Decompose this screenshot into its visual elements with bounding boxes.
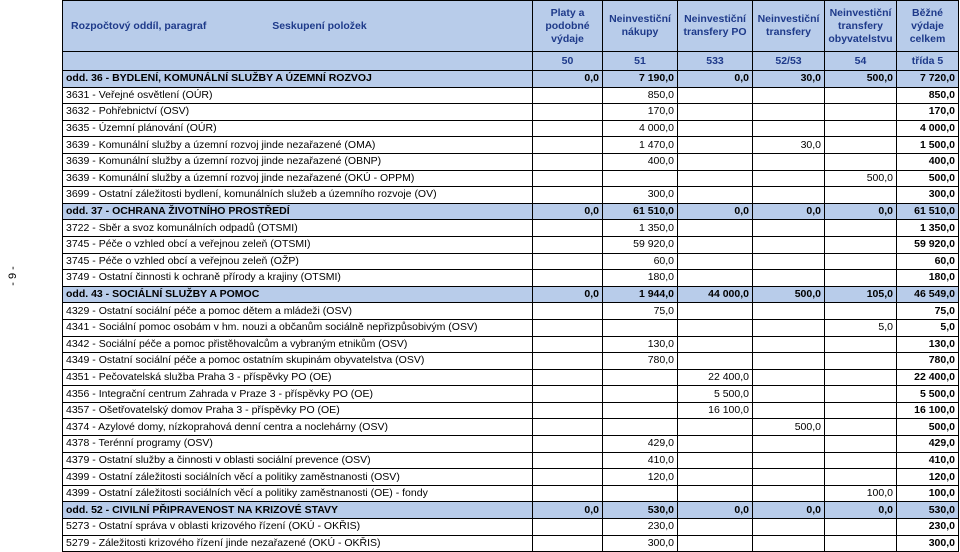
row-value: 59 920,0 bbox=[603, 236, 678, 253]
header-col-533: Neinvestiční transfery PO bbox=[678, 1, 753, 52]
row-value: 16 100,0 bbox=[678, 402, 753, 419]
row-value bbox=[753, 369, 825, 386]
row-value: 7 190,0 bbox=[603, 71, 678, 88]
table-row bbox=[63, 452, 959, 469]
row-value bbox=[533, 120, 603, 137]
row-value: 1 944,0 bbox=[603, 286, 678, 303]
row-value bbox=[825, 386, 897, 403]
row-name: 3632 - Pohřebnictví (OSV) bbox=[63, 104, 533, 121]
row-value bbox=[753, 319, 825, 336]
row-value: 46 549,0 bbox=[897, 286, 959, 303]
row-value: 30,0 bbox=[753, 71, 825, 88]
row-value bbox=[825, 419, 897, 436]
row-value: 75,0 bbox=[603, 303, 678, 320]
row-name: 4351 - Pečovatelská služba Praha 3 - příspěvky PO (OE) bbox=[63, 369, 533, 386]
table-row bbox=[63, 519, 959, 536]
row-name: odd. 36 - BYDLENÍ, KOMUNÁLNÍ SLUŽBY A ÚZEMNÍ ROZVOJ bbox=[63, 71, 533, 88]
row-name: 5273 - Ostatní správa v oblasti krizového řízení (OKÚ - OKŘIS) bbox=[63, 519, 533, 536]
row-name: 3749 - Ostatní činnosti k ochraně přírody a krajiny (OTSMI) bbox=[63, 270, 533, 287]
row-value: 0,0 bbox=[678, 71, 753, 88]
row-value bbox=[753, 170, 825, 187]
table-row bbox=[63, 220, 959, 237]
row-value: 180,0 bbox=[897, 270, 959, 287]
row-value bbox=[825, 436, 897, 453]
row-value bbox=[533, 153, 603, 170]
row-value bbox=[678, 236, 753, 253]
row-value: 300,0 bbox=[603, 535, 678, 552]
row-value: 16 100,0 bbox=[897, 402, 959, 419]
row-value: 5,0 bbox=[825, 319, 897, 336]
table-row bbox=[63, 120, 959, 137]
row-value bbox=[753, 485, 825, 502]
row-name: 4374 - Azylové domy, nízkoprahová denní centra a noclehárny (OSV) bbox=[63, 419, 533, 436]
row-value: 0,0 bbox=[678, 502, 753, 519]
row-value: 0,0 bbox=[533, 203, 603, 220]
row-name: 4329 - Ostatní sociální péče a pomoc dětem a mládeži (OSV) bbox=[63, 303, 533, 320]
row-value bbox=[825, 452, 897, 469]
row-value: 170,0 bbox=[897, 104, 959, 121]
table-row bbox=[63, 253, 959, 270]
row-value bbox=[825, 303, 897, 320]
row-value: 500,0 bbox=[825, 71, 897, 88]
row-value: 22 400,0 bbox=[678, 369, 753, 386]
code-50: 50 bbox=[533, 52, 603, 71]
row-value bbox=[753, 336, 825, 353]
table-row bbox=[63, 187, 959, 204]
row-value bbox=[678, 535, 753, 552]
row-value: 1 500,0 bbox=[897, 137, 959, 154]
table-row bbox=[63, 469, 959, 486]
row-value: 75,0 bbox=[897, 303, 959, 320]
code-51: 51 bbox=[603, 52, 678, 71]
table-row bbox=[63, 369, 959, 386]
table-row bbox=[63, 236, 959, 253]
row-name: 4379 - Ostatní služby a činnosti v oblasti sociální prevence (OSV) bbox=[63, 452, 533, 469]
row-value bbox=[603, 170, 678, 187]
row-value: 500,0 bbox=[753, 419, 825, 436]
row-value bbox=[678, 253, 753, 270]
row-value bbox=[825, 253, 897, 270]
row-name: 3639 - Komunální služby a územní rozvoj jinde nezařazené (OBNP) bbox=[63, 153, 533, 170]
row-value: 59 920,0 bbox=[897, 236, 959, 253]
table-row bbox=[63, 270, 959, 287]
row-value bbox=[825, 519, 897, 536]
row-value bbox=[825, 187, 897, 204]
row-value bbox=[825, 535, 897, 552]
row-value: 130,0 bbox=[897, 336, 959, 353]
row-value bbox=[533, 220, 603, 237]
row-value bbox=[678, 170, 753, 187]
row-name: 3635 - Územní plánování (OÚR) bbox=[63, 120, 533, 137]
row-value bbox=[753, 303, 825, 320]
row-value bbox=[753, 87, 825, 104]
row-value: 530,0 bbox=[897, 502, 959, 519]
row-value: 400,0 bbox=[603, 153, 678, 170]
row-value bbox=[753, 104, 825, 121]
row-value: 100,0 bbox=[897, 485, 959, 502]
row-value bbox=[678, 303, 753, 320]
row-value: 500,0 bbox=[897, 170, 959, 187]
row-value bbox=[603, 369, 678, 386]
row-value: 0,0 bbox=[678, 203, 753, 220]
row-value: 500,0 bbox=[897, 419, 959, 436]
row-value: 410,0 bbox=[897, 452, 959, 469]
row-value bbox=[678, 353, 753, 370]
row-value: 7 720,0 bbox=[897, 71, 959, 88]
section-row bbox=[63, 71, 959, 88]
row-value bbox=[533, 402, 603, 419]
row-name: 4378 - Terénní programy (OSV) bbox=[63, 436, 533, 453]
row-value bbox=[678, 436, 753, 453]
row-name: 4357 - Ošetřovatelský domov Praha 3 - příspěvky PO (OE) bbox=[63, 402, 533, 419]
row-value: 130,0 bbox=[603, 336, 678, 353]
table-row bbox=[63, 386, 959, 403]
row-value: 0,0 bbox=[533, 71, 603, 88]
row-value: 61 510,0 bbox=[897, 203, 959, 220]
table-row bbox=[63, 137, 959, 154]
section-row bbox=[63, 286, 959, 303]
code-total: třída 5 bbox=[897, 52, 959, 71]
row-value bbox=[678, 469, 753, 486]
row-value bbox=[533, 519, 603, 536]
row-value: 850,0 bbox=[897, 87, 959, 104]
row-value: 5,0 bbox=[897, 319, 959, 336]
row-value bbox=[753, 270, 825, 287]
row-value: 1 470,0 bbox=[603, 137, 678, 154]
row-name: 4349 - Ostatní sociální péče a pomoc ostatním skupinám obyvatelstva (OSV) bbox=[63, 353, 533, 370]
header-category-label: Rozpočtový oddíl, paragraf bbox=[71, 19, 207, 32]
table-row bbox=[63, 402, 959, 419]
row-value: 170,0 bbox=[603, 104, 678, 121]
row-value bbox=[678, 452, 753, 469]
row-value bbox=[533, 469, 603, 486]
row-value: 1 350,0 bbox=[603, 220, 678, 237]
row-value bbox=[825, 236, 897, 253]
row-value bbox=[753, 386, 825, 403]
row-value bbox=[825, 270, 897, 287]
row-value: 30,0 bbox=[753, 137, 825, 154]
row-value bbox=[678, 137, 753, 154]
row-value: 530,0 bbox=[603, 502, 678, 519]
header-col-total: Běžné výdaje celkem bbox=[897, 1, 959, 52]
row-name: 4399 - Ostatní záležitosti sociálních věcí a politiky zaměstnanosti (OSV) bbox=[63, 469, 533, 486]
code-533: 533 bbox=[678, 52, 753, 71]
row-value bbox=[753, 436, 825, 453]
row-name: 4342 - Sociální péče a pomoc přistěhovalcům a vybraným etnikům (OSV) bbox=[63, 336, 533, 353]
budget-table bbox=[62, 0, 959, 552]
row-value bbox=[825, 104, 897, 121]
row-value: 0,0 bbox=[533, 286, 603, 303]
row-value bbox=[533, 419, 603, 436]
header-col-50: Platy a podobné výdaje bbox=[533, 1, 603, 52]
table-row bbox=[63, 485, 959, 502]
row-value: 0,0 bbox=[753, 203, 825, 220]
row-value bbox=[533, 104, 603, 121]
row-value: 44 000,0 bbox=[678, 286, 753, 303]
row-value bbox=[533, 303, 603, 320]
row-value bbox=[678, 87, 753, 104]
row-value: 500,0 bbox=[753, 286, 825, 303]
header-col-5253: Neinvestiční transfery bbox=[753, 1, 825, 52]
row-value: 61 510,0 bbox=[603, 203, 678, 220]
row-value bbox=[825, 220, 897, 237]
table-row bbox=[63, 170, 959, 187]
row-value bbox=[533, 236, 603, 253]
row-value: 0,0 bbox=[753, 502, 825, 519]
row-value bbox=[678, 270, 753, 287]
row-value bbox=[753, 153, 825, 170]
row-value bbox=[678, 336, 753, 353]
table-row bbox=[63, 104, 959, 121]
row-name: 3745 - Péče o vzhled obcí a veřejnou zeleň (OTSMI) bbox=[63, 236, 533, 253]
row-name: 3631 - Veřejné osvětlení (OÚR) bbox=[63, 87, 533, 104]
section-row bbox=[63, 203, 959, 220]
row-name: 4341 - Sociální pomoc osobám v hm. nouzi a občanům sociálně nepřizpůsobivým (OSV) bbox=[63, 319, 533, 336]
row-value: 60,0 bbox=[603, 253, 678, 270]
row-value: 120,0 bbox=[897, 469, 959, 486]
row-value bbox=[678, 220, 753, 237]
row-value: 850,0 bbox=[603, 87, 678, 104]
row-name: odd. 37 - OCHRANA ŽIVOTNÍHO PROSTŘEDÍ bbox=[63, 203, 533, 220]
row-value: 410,0 bbox=[603, 452, 678, 469]
row-name: 3639 - Komunální služby a územní rozvoj jinde nezařazené (OKÚ - OPPM) bbox=[63, 170, 533, 187]
header-col-51: Neinvestiční nákupy bbox=[603, 1, 678, 52]
row-value: 780,0 bbox=[897, 353, 959, 370]
row-value: 300,0 bbox=[603, 187, 678, 204]
table-row bbox=[63, 153, 959, 170]
header-col-54: Neinvestiční transfery obyvatelstvu bbox=[825, 1, 897, 52]
table-row bbox=[63, 336, 959, 353]
row-name: odd. 52 - CIVILNÍ PŘIPRAVENOST NA KRIZOVÉ STAVY bbox=[63, 502, 533, 519]
row-value bbox=[825, 153, 897, 170]
row-name: 3699 - Ostatní záležitosti bydlení, komunálních služeb a územního rozvoje (OV) bbox=[63, 187, 533, 204]
row-value bbox=[533, 485, 603, 502]
row-value bbox=[753, 353, 825, 370]
row-value bbox=[753, 253, 825, 270]
row-value: 780,0 bbox=[603, 353, 678, 370]
header-category bbox=[63, 1, 533, 52]
row-value bbox=[678, 485, 753, 502]
row-value: 0,0 bbox=[825, 502, 897, 519]
row-value bbox=[533, 386, 603, 403]
row-value bbox=[753, 236, 825, 253]
row-value bbox=[533, 170, 603, 187]
row-value: 4 000,0 bbox=[897, 120, 959, 137]
row-value bbox=[825, 137, 897, 154]
row-value: 100,0 bbox=[825, 485, 897, 502]
row-value bbox=[825, 87, 897, 104]
table-row bbox=[63, 303, 959, 320]
code-54: 54 bbox=[825, 52, 897, 71]
row-name: 5279 - Záležitosti krizového řízení jinde nezařazené (OKÚ - OKŘIS) bbox=[63, 535, 533, 552]
row-name: 4356 - Integrační centrum Zahrada v Praze 3 - příspěvky PO (OE) bbox=[63, 386, 533, 403]
row-value: 120,0 bbox=[603, 469, 678, 486]
row-name: 3639 - Komunální služby a územní rozvoj jinde nezařazené (OMA) bbox=[63, 137, 533, 154]
table-row bbox=[63, 535, 959, 552]
code-5253: 52/53 bbox=[753, 52, 825, 71]
row-value bbox=[533, 319, 603, 336]
row-value bbox=[533, 187, 603, 204]
row-value bbox=[533, 270, 603, 287]
row-value bbox=[533, 253, 603, 270]
row-value bbox=[678, 519, 753, 536]
row-value: 230,0 bbox=[603, 519, 678, 536]
row-value bbox=[603, 419, 678, 436]
row-value: 22 400,0 bbox=[897, 369, 959, 386]
row-value bbox=[603, 386, 678, 403]
row-name: 3722 - Sběr a svoz komunálních odpadů (OTSMI) bbox=[63, 220, 533, 237]
row-value bbox=[753, 187, 825, 204]
row-value bbox=[678, 104, 753, 121]
row-value bbox=[753, 535, 825, 552]
row-name: 4399 - Ostatní záležitosti sociálních věcí a politiky zaměstnanosti (OE) - fondy bbox=[63, 485, 533, 502]
row-value bbox=[825, 469, 897, 486]
codes-empty bbox=[63, 52, 533, 71]
row-value: 5 500,0 bbox=[678, 386, 753, 403]
row-value: 105,0 bbox=[825, 286, 897, 303]
row-name: 3745 - Péče o vzhled obcí a veřejnou zeleň (OŽP) bbox=[63, 253, 533, 270]
row-value: 60,0 bbox=[897, 253, 959, 270]
row-value: 300,0 bbox=[897, 187, 959, 204]
row-value bbox=[533, 336, 603, 353]
row-value bbox=[825, 336, 897, 353]
row-value bbox=[533, 452, 603, 469]
row-value bbox=[678, 153, 753, 170]
header-items-label: Seskupení položek bbox=[272, 19, 367, 32]
row-value bbox=[678, 319, 753, 336]
row-value bbox=[825, 353, 897, 370]
row-value bbox=[603, 402, 678, 419]
row-value bbox=[603, 485, 678, 502]
row-value: 300,0 bbox=[897, 535, 959, 552]
row-value bbox=[533, 535, 603, 552]
row-value bbox=[678, 419, 753, 436]
table-row bbox=[63, 353, 959, 370]
row-value bbox=[825, 369, 897, 386]
row-value: 4 000,0 bbox=[603, 120, 678, 137]
page-number: - 9 - bbox=[7, 266, 19, 286]
section-row bbox=[63, 502, 959, 519]
row-value bbox=[533, 436, 603, 453]
row-value bbox=[753, 220, 825, 237]
row-value bbox=[753, 452, 825, 469]
row-value: 429,0 bbox=[603, 436, 678, 453]
row-value bbox=[533, 137, 603, 154]
row-value bbox=[753, 120, 825, 137]
row-value bbox=[533, 87, 603, 104]
row-value: 0,0 bbox=[533, 502, 603, 519]
table-row bbox=[63, 319, 959, 336]
row-value bbox=[825, 120, 897, 137]
row-value: 429,0 bbox=[897, 436, 959, 453]
table-row bbox=[63, 419, 959, 436]
row-value bbox=[678, 120, 753, 137]
row-value bbox=[678, 187, 753, 204]
table-row bbox=[63, 436, 959, 453]
row-value: 230,0 bbox=[897, 519, 959, 536]
row-value bbox=[753, 519, 825, 536]
row-value bbox=[603, 319, 678, 336]
row-name: odd. 43 - SOCIÁLNÍ SLUŽBY A POMOC bbox=[63, 286, 533, 303]
row-value: 0,0 bbox=[825, 203, 897, 220]
row-value: 400,0 bbox=[897, 153, 959, 170]
row-value: 1 350,0 bbox=[897, 220, 959, 237]
row-value: 180,0 bbox=[603, 270, 678, 287]
row-value bbox=[753, 402, 825, 419]
row-value: 500,0 bbox=[825, 170, 897, 187]
table-row bbox=[63, 87, 959, 104]
row-value bbox=[533, 369, 603, 386]
row-value: 5 500,0 bbox=[897, 386, 959, 403]
row-value bbox=[533, 353, 603, 370]
row-value bbox=[825, 402, 897, 419]
row-value bbox=[753, 469, 825, 486]
